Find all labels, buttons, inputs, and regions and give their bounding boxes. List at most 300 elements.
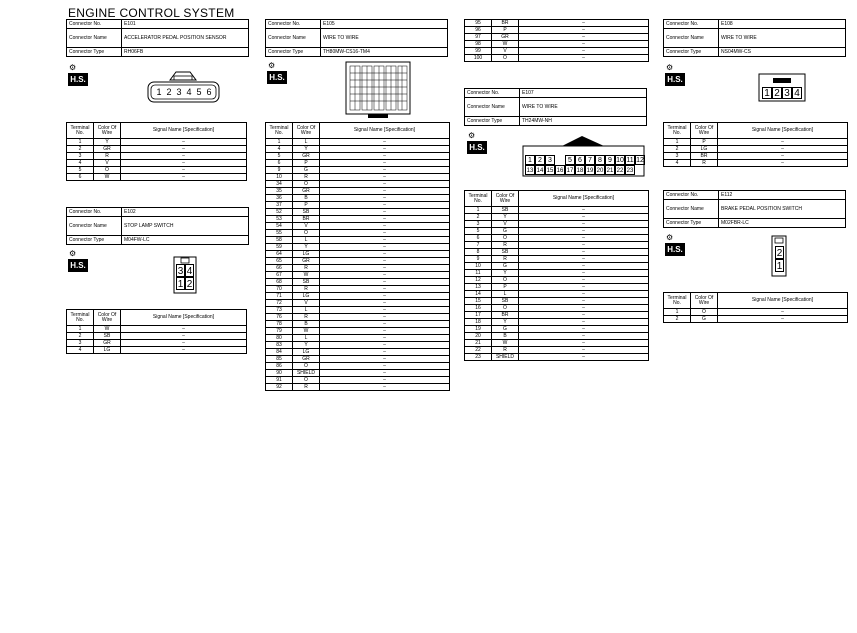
signal-name-cell: – — [121, 167, 247, 174]
pin: 6 — [206, 87, 212, 97]
wire-color-cell: P — [691, 139, 718, 146]
pin: 2 — [166, 87, 172, 97]
terminal-no-cell: 64 — [266, 251, 293, 258]
pin: 3 — [176, 87, 182, 97]
signal-rows — [67, 326, 247, 354]
table-row — [266, 251, 450, 258]
wire-color-cell: Y — [94, 139, 121, 146]
header-wire-color: Color Of Wire — [492, 191, 519, 207]
terminal-no-cell: 95 — [465, 20, 492, 27]
pin: 1 — [776, 261, 783, 272]
terminal-no-cell: 6 — [266, 160, 293, 167]
connector-info-table — [464, 88, 647, 126]
pin-row-e101 — [154, 87, 214, 99]
table-row — [266, 237, 450, 244]
signal-name-cell: – — [320, 307, 450, 314]
wire-color-cell: LG — [293, 251, 320, 258]
signal-name-cell: – — [320, 349, 450, 356]
signal-name-cell: – — [320, 202, 450, 209]
signal-name-cell: – — [121, 347, 247, 354]
terminal-no-cell: 14 — [465, 291, 492, 298]
signal-table-e105-continued — [464, 19, 649, 62]
table-row — [266, 153, 450, 160]
table-row — [266, 202, 450, 209]
table-row — [266, 181, 450, 188]
connector-name: ACCELERATOR PEDAL POSITION SENSOR — [122, 29, 249, 48]
header-terminal: Terminal No. — [67, 310, 94, 326]
connector-name: BRAKE PEDAL POSITION SWITCH — [719, 200, 846, 219]
wire-color-cell: W — [94, 174, 121, 181]
hs-label: H.S. — [68, 73, 88, 86]
table-row — [67, 340, 247, 347]
table-row — [266, 321, 450, 328]
connector-name: WIRE TO WIRE — [321, 29, 448, 48]
pin: 8 — [595, 155, 605, 165]
pin: 20 — [595, 165, 605, 175]
pin: 1 — [177, 279, 184, 290]
wire-color-cell: BR — [492, 20, 519, 27]
terminal-no-cell: 35 — [266, 188, 293, 195]
signal-name-cell: – — [121, 333, 247, 340]
wire-color-cell: SB — [492, 249, 519, 256]
label-connector-no: Connector No. — [266, 20, 321, 29]
terminal-no-cell: 1 — [465, 207, 492, 214]
label-connector-type: Connector Type — [465, 117, 520, 126]
terminal-no-cell: 97 — [465, 34, 492, 41]
terminal-no-cell: 67 — [266, 272, 293, 279]
wire-color-cell: G — [492, 263, 519, 270]
connector-no: E107 — [520, 89, 647, 98]
table-row — [67, 174, 247, 181]
pin-row-e108 — [762, 87, 802, 99]
table-row — [67, 167, 247, 174]
wire-color-cell: W — [94, 326, 121, 333]
terminal-no-cell: 72 — [266, 300, 293, 307]
label-connector-no: Connector No. — [664, 20, 719, 29]
label-connector-no: Connector No. — [465, 89, 520, 98]
signal-table-e112 — [663, 292, 848, 323]
wire-color-cell: SB — [492, 207, 519, 214]
wire-color-cell: SHIELD — [492, 354, 519, 361]
terminal-no-cell: 34 — [266, 181, 293, 188]
wire-color-cell: GR — [293, 188, 320, 195]
connector-no: E101 — [122, 20, 249, 29]
terminal-no-cell: 91 — [266, 377, 293, 384]
pin: 2 — [776, 248, 783, 259]
table-row — [266, 370, 450, 377]
table-row — [266, 384, 450, 391]
signal-name-cell: – — [519, 298, 649, 305]
wire-color-cell: W — [293, 328, 320, 335]
wire-color-cell: R — [492, 256, 519, 263]
pin-col-e112 — [775, 246, 784, 272]
signal-name-cell: – — [519, 312, 649, 319]
signal-name-cell: – — [519, 333, 649, 340]
wire-color-cell: SB — [94, 333, 121, 340]
pin: 22 — [615, 165, 625, 175]
label-connector-no: Connector No. — [67, 20, 122, 29]
table-row — [266, 335, 450, 342]
wire-color-cell: O — [492, 55, 519, 62]
terminal-no-cell: 3 — [465, 221, 492, 228]
table-row — [465, 41, 649, 48]
terminal-no-cell: 6 — [465, 235, 492, 242]
table-row — [465, 326, 649, 333]
terminal-no-cell: 2 — [67, 333, 94, 340]
label-connector-type: Connector Type — [664, 48, 719, 57]
connector-type: M02FBR-LC — [719, 219, 846, 228]
connector-no: E102 — [122, 208, 249, 217]
terminal-no-cell: 2 — [664, 316, 691, 323]
signal-name-cell: – — [320, 237, 450, 244]
signal-name-cell: – — [320, 265, 450, 272]
signal-name-cell: – — [320, 314, 450, 321]
terminal-no-cell: 78 — [266, 321, 293, 328]
signal-name-cell: – — [519, 284, 649, 291]
signal-name-cell: – — [320, 146, 450, 153]
signal-name-cell: – — [519, 242, 649, 249]
terminal-no-cell: 1 — [67, 326, 94, 333]
pin: 3 — [177, 266, 184, 277]
connector-info-table — [66, 19, 249, 57]
table-row — [465, 277, 649, 284]
connector-no: E105 — [321, 20, 448, 29]
wire-color-cell: O — [293, 181, 320, 188]
terminal-no-cell: 10 — [465, 263, 492, 270]
connector-icon: ⚙ — [69, 63, 77, 72]
wire-color-cell: BR — [293, 216, 320, 223]
signal-name-cell: – — [121, 146, 247, 153]
pin: 21 — [605, 165, 615, 175]
wire-color-cell: R — [492, 242, 519, 249]
signal-name-cell: – — [320, 244, 450, 251]
table-row — [67, 139, 247, 146]
label-connector-name: Connector Name — [664, 200, 719, 219]
signal-name-cell: – — [320, 167, 450, 174]
pin: 17 — [565, 165, 575, 175]
wire-color-cell: SHIELD — [293, 370, 320, 377]
table-row — [266, 139, 450, 146]
signal-name-cell: – — [519, 249, 649, 256]
table-row — [266, 377, 450, 384]
connector-name: STOP LAMP SWITCH — [122, 217, 249, 236]
wire-color-cell: GR — [293, 258, 320, 265]
wire-color-cell: GR — [293, 356, 320, 363]
connector-icon: ⚙ — [666, 233, 674, 242]
table-row — [465, 256, 649, 263]
terminal-no-cell: 5 — [266, 153, 293, 160]
signal-name-cell: – — [519, 221, 649, 228]
wire-color-cell: O — [492, 305, 519, 312]
table-row — [266, 349, 450, 356]
wire-color-cell: Y — [293, 244, 320, 251]
signal-name-cell: – — [320, 181, 450, 188]
signal-name-cell: – — [121, 174, 247, 181]
hs-label: H.S. — [467, 141, 487, 154]
connector-e102 — [66, 207, 249, 245]
signal-name-cell: – — [320, 174, 450, 181]
table-row — [266, 174, 450, 181]
wire-color-cell: O — [492, 277, 519, 284]
terminal-no-cell: 18 — [465, 319, 492, 326]
wire-color-cell: LG — [293, 293, 320, 300]
signal-name-cell: – — [519, 228, 649, 235]
signal-name-cell: – — [718, 139, 848, 146]
wire-color-cell: V — [94, 160, 121, 167]
pin: 1 — [762, 87, 772, 99]
header-terminal: Terminal No. — [664, 123, 691, 139]
pin: 6 — [575, 155, 585, 165]
table-row — [266, 160, 450, 167]
table-row — [67, 347, 247, 354]
terminal-no-cell: 4 — [664, 160, 691, 167]
header-wire-color: Color Of Wire — [94, 310, 121, 326]
wire-color-cell: O — [94, 167, 121, 174]
header-terminal: Terminal No. — [664, 293, 691, 309]
connector-type: RH06FB — [122, 48, 249, 57]
signal-name-cell: – — [519, 305, 649, 312]
terminal-no-cell: 2 — [664, 146, 691, 153]
signal-name-cell: – — [320, 293, 450, 300]
connector-info-table — [66, 207, 249, 245]
table-row — [266, 286, 450, 293]
signal-table-e108-wrap — [663, 122, 848, 167]
connector-type: TH80MW-CS16-TM4 — [321, 48, 448, 57]
connector-info-table — [663, 190, 846, 228]
table-row — [266, 244, 450, 251]
label-connector-name: Connector Name — [664, 29, 719, 48]
table-row — [266, 209, 450, 216]
table-row — [465, 312, 649, 319]
label-connector-name: Connector Name — [465, 98, 520, 117]
signal-name-cell: – — [519, 20, 649, 27]
signal-table-e105 — [265, 122, 450, 391]
pin: 9 — [605, 155, 615, 165]
table-row — [664, 309, 848, 316]
wire-color-cell: L — [293, 307, 320, 314]
terminal-no-cell: 2 — [67, 146, 94, 153]
wire-color-cell: Y — [492, 214, 519, 221]
connector-icon: ⚙ — [468, 131, 476, 140]
terminal-no-cell: 58 — [266, 237, 293, 244]
terminal-no-cell: 16 — [465, 305, 492, 312]
signal-name-cell: – — [519, 235, 649, 242]
pin: 11 — [626, 157, 634, 164]
wire-color-cell: R — [293, 265, 320, 272]
pin: 18 — [575, 165, 585, 175]
signal-name-cell: – — [320, 230, 450, 237]
connector-type: TH24MW-NH — [520, 117, 647, 126]
wire-color-cell: O — [293, 377, 320, 384]
wire-color-cell: GR — [293, 153, 320, 160]
signal-name-cell: – — [519, 34, 649, 41]
terminal-no-cell: 1 — [664, 139, 691, 146]
signal-name-cell: – — [519, 41, 649, 48]
wire-color-cell: V — [293, 300, 320, 307]
pin: 7 — [585, 155, 595, 165]
terminal-no-cell: 12 — [465, 277, 492, 284]
harness-side-icon — [68, 63, 88, 87]
pin: 3 — [782, 87, 792, 99]
terminal-no-cell: 73 — [266, 307, 293, 314]
signal-name-cell: – — [718, 309, 848, 316]
table-row — [67, 326, 247, 333]
signal-name-cell: – — [519, 214, 649, 221]
connector-e101 — [66, 19, 249, 57]
signal-name-cell: – — [121, 153, 247, 160]
signal-name-cell: – — [121, 340, 247, 347]
terminal-no-cell: 53 — [266, 216, 293, 223]
label-connector-type: Connector Type — [67, 48, 122, 57]
header-signal: Signal Name [Specification] — [121, 310, 247, 326]
wire-color-cell: LG — [691, 146, 718, 153]
table-row — [465, 354, 649, 361]
terminal-no-cell: 70 — [266, 286, 293, 293]
wire-color-cell: W — [492, 340, 519, 347]
terminal-no-cell: 55 — [266, 230, 293, 237]
wire-color-cell: L — [293, 335, 320, 342]
signal-name-cell: – — [519, 291, 649, 298]
signal-name-cell: – — [320, 321, 450, 328]
signal-name-cell: – — [320, 356, 450, 363]
signal-name-cell: – — [519, 277, 649, 284]
wire-color-cell: R — [293, 384, 320, 391]
wire-color-cell: O — [691, 309, 718, 316]
terminal-no-cell: 52 — [266, 209, 293, 216]
signal-name-cell: – — [121, 160, 247, 167]
wire-color-cell: P — [293, 202, 320, 209]
wire-color-cell: O — [492, 235, 519, 242]
header-wire-color: Color Of Wire — [94, 123, 121, 139]
signal-name-cell: – — [121, 326, 247, 333]
signal-name-cell: – — [519, 27, 649, 34]
wire-color-cell: R — [492, 347, 519, 354]
signal-name-cell: – — [320, 300, 450, 307]
terminal-no-cell: 79 — [266, 328, 293, 335]
terminal-no-cell: 9 — [465, 256, 492, 263]
signal-name-cell: – — [519, 207, 649, 214]
header-signal: Signal Name [Specification] — [718, 293, 848, 309]
pin: 1 — [525, 155, 535, 165]
table-row — [266, 300, 450, 307]
terminal-no-cell: 99 — [465, 48, 492, 55]
signal-name-cell: – — [519, 263, 649, 270]
connector-e108 — [663, 19, 846, 57]
table-row — [266, 307, 450, 314]
wire-color-cell: SB — [293, 209, 320, 216]
table-row — [465, 27, 649, 34]
table-row — [266, 223, 450, 230]
pin-empty — [635, 165, 645, 175]
signal-table-e102 — [66, 309, 247, 354]
signal-name-cell: – — [519, 347, 649, 354]
table-row — [465, 284, 649, 291]
wire-color-cell: R — [293, 174, 320, 181]
harness-side-icon — [467, 131, 487, 155]
connector-name: WIRE TO WIRE — [520, 98, 647, 117]
table-row — [266, 342, 450, 349]
wire-color-cell: L — [492, 291, 519, 298]
terminal-no-cell: 1 — [664, 309, 691, 316]
wire-color-cell: Y — [293, 146, 320, 153]
pin-grid-e107 — [525, 155, 645, 175]
terminal-no-cell: 36 — [266, 195, 293, 202]
table-row — [266, 272, 450, 279]
terminal-no-cell: 3 — [67, 153, 94, 160]
table-row — [67, 333, 247, 340]
table-row — [664, 160, 848, 167]
connector-icon: ⚙ — [268, 61, 276, 70]
terminal-no-cell: 59 — [266, 244, 293, 251]
connector-name: WIRE TO WIRE — [719, 29, 846, 48]
table-row — [67, 153, 247, 160]
signal-name-cell: – — [519, 256, 649, 263]
wire-color-cell: Y — [492, 270, 519, 277]
table-row — [664, 139, 848, 146]
terminal-no-cell: 20 — [465, 333, 492, 340]
wire-color-cell: R — [691, 160, 718, 167]
terminal-no-cell: 100 — [465, 55, 492, 62]
terminal-no-cell: 17 — [465, 312, 492, 319]
wire-color-cell: GR — [94, 340, 121, 347]
page-title: ENGINE CONTROL SYSTEM — [68, 6, 235, 20]
terminal-no-cell: 71 — [266, 293, 293, 300]
table-row — [465, 270, 649, 277]
pin-grid-e102 — [176, 264, 194, 290]
pin: 3 — [545, 155, 555, 165]
signal-name-cell: – — [320, 223, 450, 230]
terminal-no-cell: 4 — [266, 146, 293, 153]
terminal-no-cell: 3 — [664, 153, 691, 160]
signal-name-cell: – — [320, 188, 450, 195]
harness-side-icon — [665, 233, 685, 257]
header-wire-color: Color Of Wire — [691, 293, 718, 309]
table-row — [465, 34, 649, 41]
table-row — [266, 328, 450, 335]
signal-name-cell: – — [718, 153, 848, 160]
connector-type: NS04MW-CS — [719, 48, 846, 57]
pin: 16 — [555, 165, 565, 175]
wire-color-cell: GR — [492, 34, 519, 41]
signal-table-e112-wrap — [663, 292, 848, 323]
table-row — [465, 319, 649, 326]
signal-table-e102-wrap — [66, 309, 247, 354]
connector-e105 — [265, 19, 448, 57]
signal-name-cell: – — [320, 139, 450, 146]
hs-label: H.S. — [665, 243, 685, 256]
signal-table-e107-wrap — [464, 190, 649, 361]
wire-color-cell: Y — [293, 342, 320, 349]
terminal-no-cell: 13 — [465, 284, 492, 291]
header-terminal: Terminal No. — [266, 123, 293, 139]
pin: 2 — [535, 155, 545, 165]
wire-color-cell: V — [492, 48, 519, 55]
terminal-no-cell: 1 — [67, 139, 94, 146]
connector-info-table — [265, 19, 448, 57]
signal-table-e108 — [663, 122, 848, 167]
signal-table-e101 — [66, 122, 247, 181]
connector-icon: ⚙ — [666, 63, 674, 72]
pin: 2 — [772, 87, 782, 99]
table-row — [465, 305, 649, 312]
signal-name-cell: – — [718, 316, 848, 323]
table-row — [664, 146, 848, 153]
signal-name-cell: – — [320, 370, 450, 377]
wire-color-cell: R — [293, 286, 320, 293]
table-row — [266, 265, 450, 272]
hs-label: H.S. — [267, 71, 287, 84]
signal-name-cell: – — [320, 160, 450, 167]
